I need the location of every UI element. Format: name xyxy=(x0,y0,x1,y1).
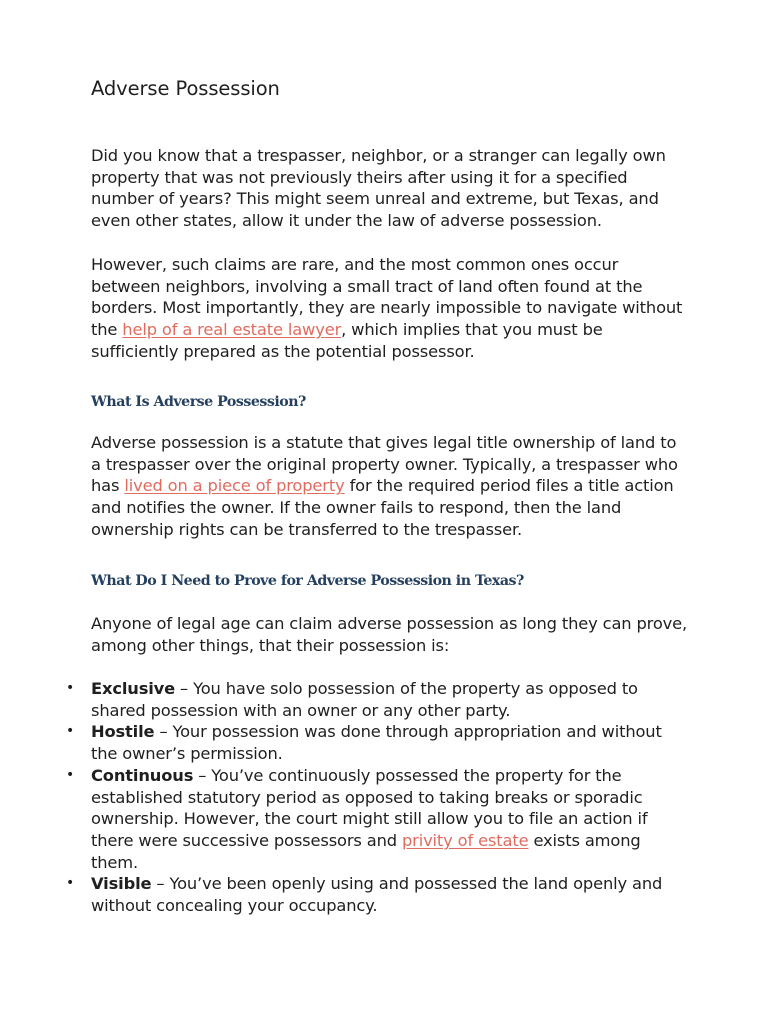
bullet-icon: • xyxy=(66,875,75,892)
privity-of-estate-link[interactable]: privity of estate xyxy=(401,830,529,850)
section1-text-end: for the required period files a title action and notifies the owner. If the owner fails to respond, then the land ownership rights can be transferred to the trespasser. xyxy=(91,476,674,539)
bullet-icon: • xyxy=(66,723,75,740)
text-continuous-end: exists among them. xyxy=(91,830,641,872)
section1-paragraph xyxy=(91,432,691,541)
list-item-visible xyxy=(0,873,681,916)
text-hostile: – Your possession was done through appropriation and without the owner’s permission. xyxy=(91,722,662,764)
lived-on-property-link[interactable]: lived on a piece of property xyxy=(124,476,345,496)
intro-paragraph-2-text-end: , which implies that you must be sufficiently prepared as the potential possessor. xyxy=(91,320,603,361)
intro-paragraph-2 xyxy=(91,254,691,363)
intro-paragraph-2-text-start: However, such claims are rare, and the most common ones occur between neighbors, involving a small tract of land often found at the borders. Most importantly, they are nearly impossible to navigate without the xyxy=(91,255,683,340)
term-continuous: Continuous xyxy=(91,765,194,785)
page-title: Adverse Possession xyxy=(91,77,280,100)
bullet-icon: • xyxy=(66,680,75,696)
real-estate-lawyer-link[interactable]: help of a real estate lawyer xyxy=(122,320,342,340)
list-item-continuous xyxy=(0,765,681,874)
section-heading-what-is: What Is Adverse Possession? xyxy=(91,394,306,410)
section1-text-start: Adverse possession is a statute that gives legal title ownership of land to a trespasser over the original property owner. Typically, a trespasser who has xyxy=(91,433,678,496)
section2-paragraph: Anyone of legal age can claim adverse possession as long they can prove, among other things, that their possession is: xyxy=(91,614,688,655)
list-item-hostile xyxy=(0,721,681,764)
text-visible: – You’ve been openly using and possessed the land openly and without concealing your occupancy. xyxy=(91,874,663,916)
term-visible: Visible xyxy=(91,874,152,894)
intro-paragraph-1: Did you know that a trespasser, neighbor, or a stranger can legally own property that was not previously theirs after using it for a specified number of years? This might seem unreal and extreme, but Texas, and even other states, allow it under the law of adverse possession. xyxy=(91,146,666,231)
text-continuous-start: – You’ve continuously possessed the property for the established statutory period as opposed to taking breaks or sporadic ownership. However, the court might still allow you to file an action if there were successive possessors and xyxy=(91,765,648,850)
list-item-exclusive xyxy=(0,678,681,721)
text-exclusive: – You have solo possession of the property as opposed to shared possession with an owner or any other party. xyxy=(91,679,638,720)
requirements-list xyxy=(0,678,768,917)
term-hostile: Hostile xyxy=(91,722,155,742)
term-exclusive: Exclusive xyxy=(91,679,176,698)
section-heading-what-to-prove: What Do I Need to Prove for Adverse Possession in Texas? xyxy=(91,573,524,589)
bullet-icon: • xyxy=(66,766,75,783)
